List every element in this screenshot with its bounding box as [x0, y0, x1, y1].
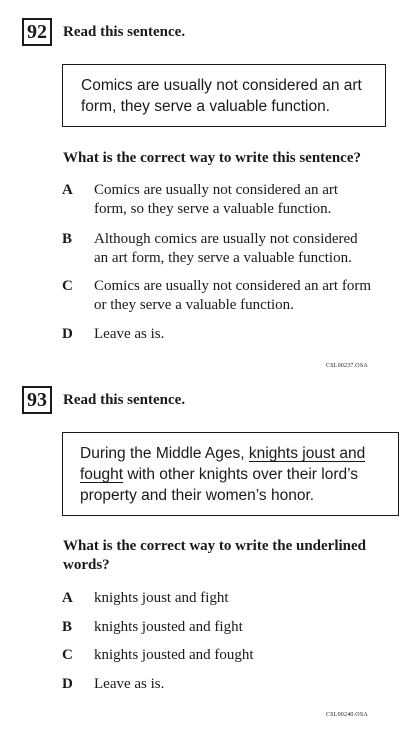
option-text-line: Leave as is. — [94, 326, 165, 342]
question-prompt-92: What is the correct way to write this sentence? — [63, 150, 361, 166]
answer-option-92-b[interactable] — [62, 230, 402, 268]
option-text: Leave as is. — [94, 676, 165, 692]
instruction-92: Read this sentence. — [63, 24, 186, 40]
answer-option-93-a[interactable] — [62, 589, 402, 608]
option-letter: D — [62, 326, 73, 342]
option-text-line: Comics are usually not considered an art form — [94, 278, 372, 294]
question-line: words? — [63, 557, 110, 573]
answer-option-92-d[interactable] — [62, 325, 402, 344]
sentence-box-92 — [62, 64, 386, 127]
option-letter: A — [62, 182, 73, 198]
answer-option-93-b[interactable] — [62, 618, 402, 637]
sentence-line: property and their women’s honor. — [80, 487, 315, 504]
answer-option-93-c[interactable] — [62, 646, 402, 665]
question-line: What is the correct way to write the underlined — [63, 538, 367, 554]
option-text-line: or they serve a valuable function. — [94, 297, 294, 313]
option-text-line: Although comics are usually not considered — [94, 231, 358, 247]
option-letter: C — [62, 647, 73, 663]
item-code-92: CSL00237.OSA — [326, 363, 368, 369]
option-letter: D — [62, 676, 73, 692]
option-text-line: an art form, they serve a valuable function. — [94, 250, 352, 266]
option-text-line: form, so they serve a valuable function. — [94, 201, 332, 217]
sentence-plain-text: with other knights over their lord’s — [123, 466, 359, 483]
sentence-line: form, they serve a valuable function. — [81, 98, 330, 115]
instruction-93: Read this sentence. — [63, 392, 186, 408]
option-letter: C — [62, 278, 73, 294]
sentence-plain-text: During the Middle Ages, — [80, 445, 249, 462]
sentence-line: Comics are usually not considered an art — [81, 77, 362, 94]
option-letter: B — [62, 231, 73, 247]
option-letter: A — [62, 590, 73, 606]
sentence-line — [80, 443, 365, 464]
answer-option-92-a[interactable] — [62, 181, 402, 219]
question-number-92: 92 — [22, 18, 52, 46]
underlined-words: knights joust and — [248, 445, 366, 462]
question-prompt-93 — [63, 537, 403, 575]
option-text: knights jousted and fought — [94, 647, 254, 663]
answer-option-92-c[interactable] — [62, 277, 402, 315]
option-text: knights jousted and fight — [94, 619, 243, 635]
answer-option-93-d[interactable] — [62, 675, 402, 694]
option-text-line: Comics are usually not considered an art — [94, 182, 339, 198]
item-code-93: CSL00240.OSA — [326, 712, 368, 718]
sentence-line — [80, 464, 358, 485]
underlined-words: fought — [80, 466, 124, 483]
question-number-93: 93 — [22, 386, 52, 414]
option-letter: B — [62, 619, 73, 635]
sentence-box-93 — [62, 432, 399, 516]
option-text: knights joust and fight — [94, 590, 229, 606]
